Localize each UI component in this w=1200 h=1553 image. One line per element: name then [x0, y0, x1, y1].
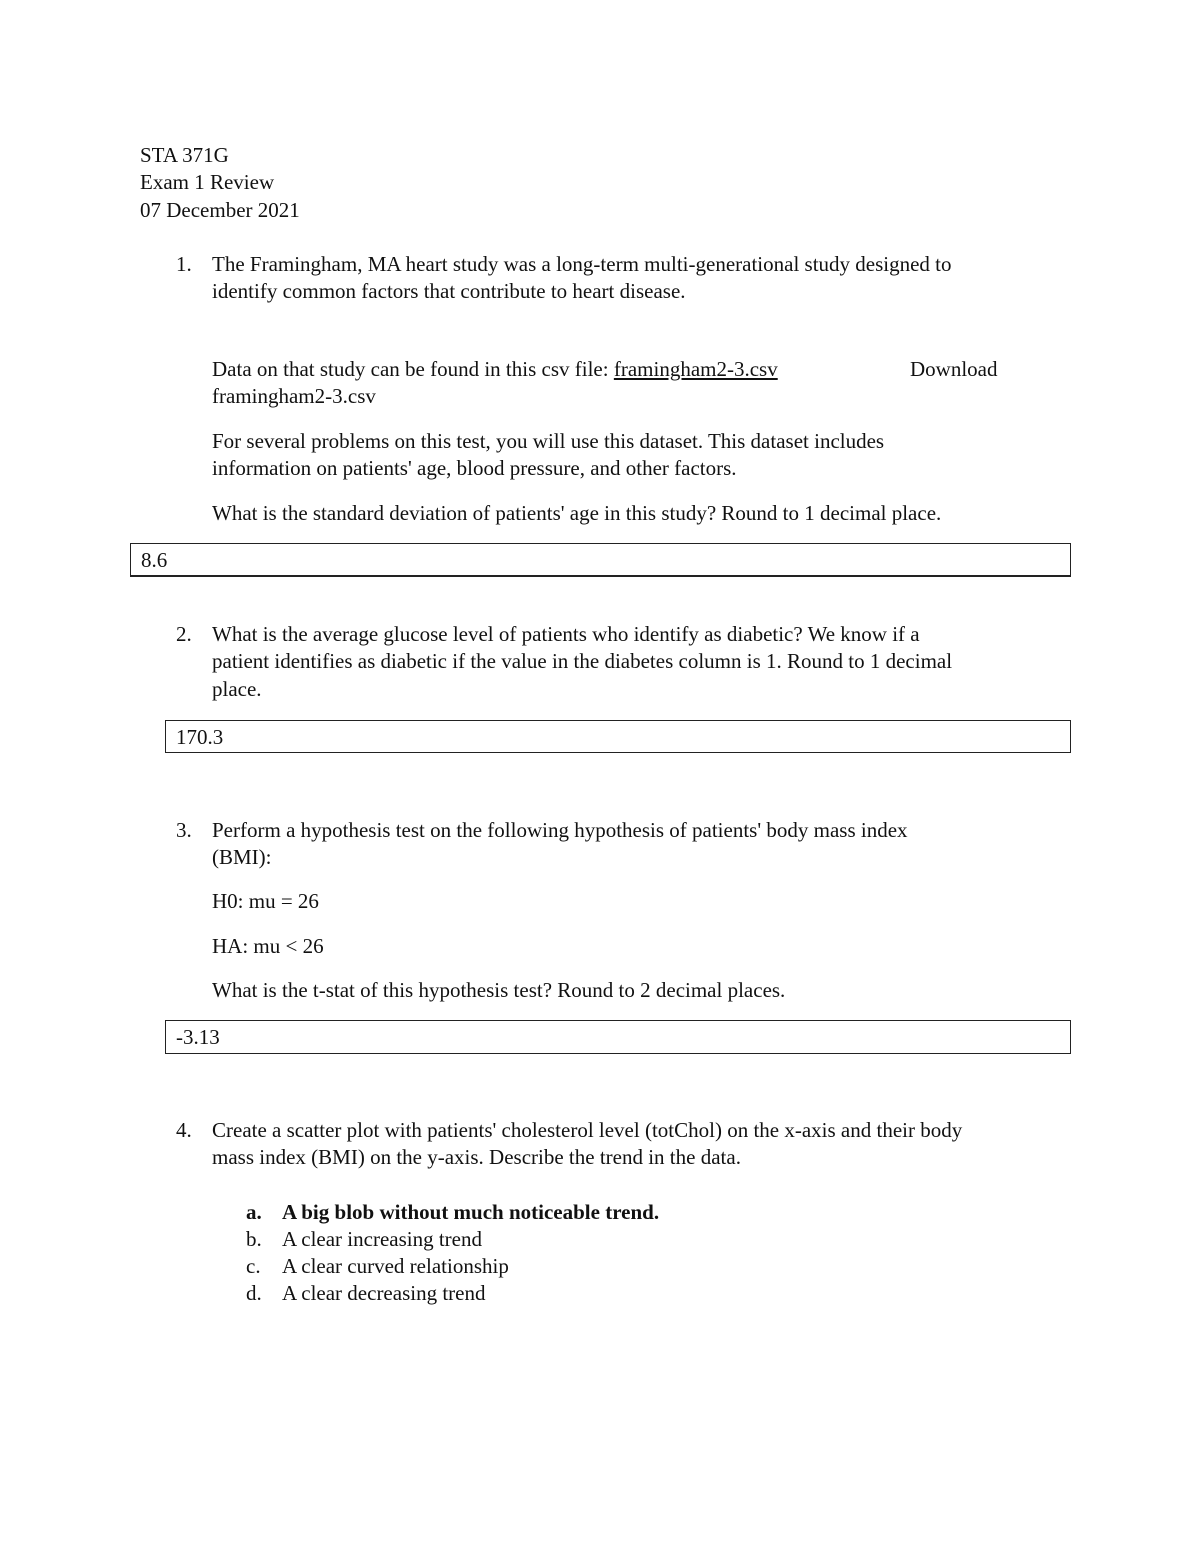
- q3-null-hypothesis: H0: mu = 26: [212, 889, 319, 913]
- q4-line2: mass index (BMI) on the y-axis. Describe the trend in the data.: [212, 1145, 741, 1169]
- q1-number: 1.: [176, 252, 192, 276]
- option-b-letter: b.: [246, 1227, 262, 1251]
- exam-date: 07 December 2021: [140, 198, 300, 222]
- q1-answer-box[interactable]: 8.6: [130, 543, 1071, 577]
- q1-intro-line2: identify common factors that contribute to heart disease.: [212, 279, 686, 303]
- q3-line1: Perform a hypothesis test on the following hypothesis of patients' body mass index: [212, 818, 908, 842]
- q1-dataset-line2: information on patients' age, blood pressure, and other factors.: [212, 456, 737, 480]
- option-d-letter: d.: [246, 1281, 262, 1305]
- q3-line2: (BMI):: [212, 845, 272, 869]
- option-d-text[interactable]: A clear decreasing trend: [282, 1281, 486, 1305]
- option-a-text[interactable]: A big blob without much noticeable trend.: [282, 1200, 660, 1224]
- q3-question: What is the t-stat of this hypothesis test? Round to 2 decimal places.: [212, 978, 786, 1002]
- q2-line3: place.: [212, 677, 262, 701]
- q4-number: 4.: [176, 1118, 192, 1142]
- csv-file-link[interactable]: framingham2-3.csv: [613, 357, 778, 381]
- course-code: STA 371G: [140, 143, 229, 167]
- q1-dataset-line1: For several problems on this test, you will use this dataset. This dataset includes: [212, 429, 885, 453]
- q2-line2: patient identifies as diabetic if the value in the diabetes column is 1. Round to 1 decimal: [212, 649, 953, 673]
- option-b-text[interactable]: A clear increasing trend: [282, 1227, 482, 1251]
- exam-title: Exam 1 Review: [140, 170, 275, 194]
- download-link[interactable]: Download: [910, 357, 998, 381]
- option-c-text[interactable]: A clear curved relationship: [282, 1254, 509, 1278]
- q1-intro-line1: The Framingham, MA heart study was a long-term multi-generational study designed to: [212, 252, 952, 276]
- q1-question: What is the standard deviation of patients' age in this study? Round to 1 decimal place.: [212, 501, 942, 525]
- q4-line1: Create a scatter plot with patients' cholesterol level (totChol) on the x-axis and their body: [212, 1118, 963, 1142]
- q3-number: 3.: [176, 818, 192, 842]
- download-file-name[interactable]: framingham2-3.csv: [212, 384, 376, 408]
- q2-answer-box[interactable]: 170.3: [165, 720, 1071, 753]
- option-c-letter: c.: [246, 1254, 261, 1278]
- option-a-letter: a.: [246, 1200, 262, 1224]
- q2-line1: What is the average glucose level of patients who identify as diabetic? We know if a: [212, 622, 920, 646]
- q1-data-prefix: Data on that study can be found in this csv file:: [212, 357, 614, 381]
- q3-alt-hypothesis: HA: mu < 26: [212, 934, 324, 958]
- q3-answer-box[interactable]: -3.13: [165, 1020, 1071, 1054]
- q2-number: 2.: [176, 622, 192, 646]
- q1-data-sentence: [212, 356, 778, 382]
